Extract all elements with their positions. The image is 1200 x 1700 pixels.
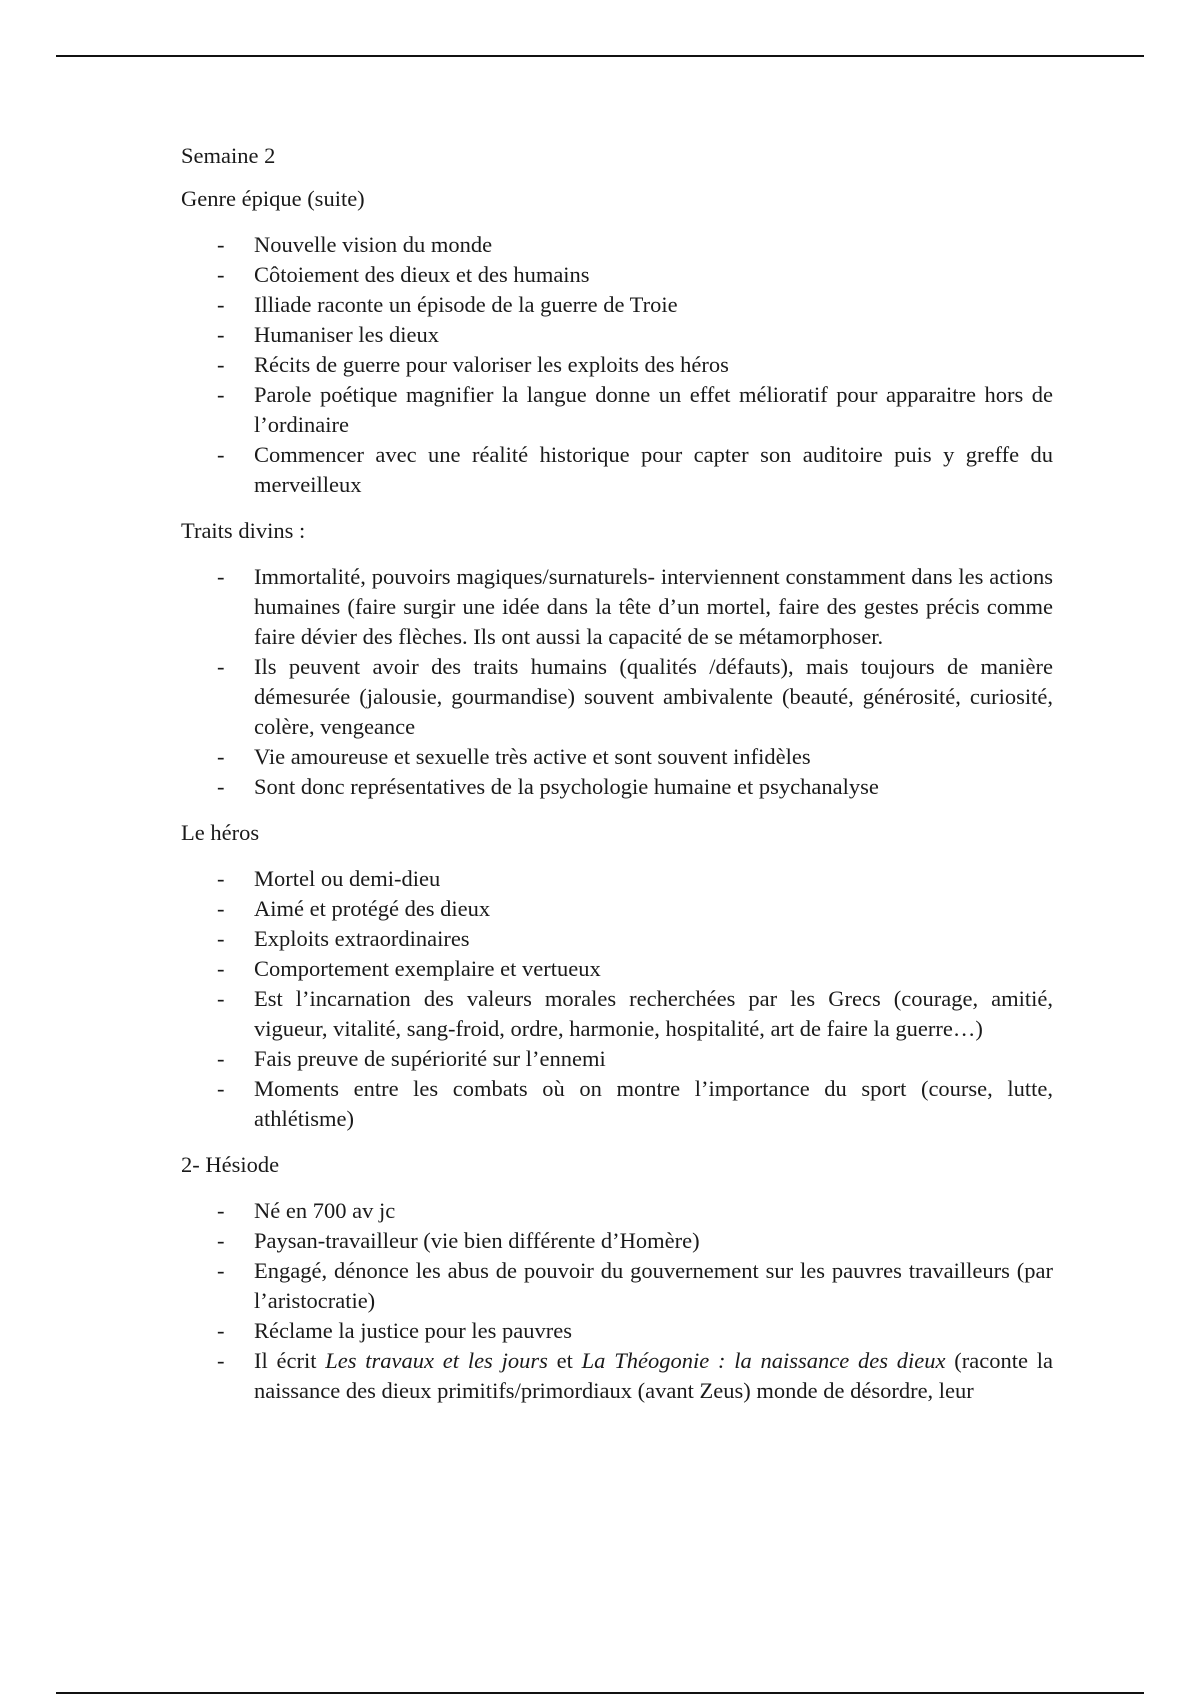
section-heading-traits-divins: Traits divins : bbox=[181, 518, 306, 543]
list-item bbox=[181, 1346, 1053, 1406]
list-item: - Aimé et protégé des dieux bbox=[181, 894, 1053, 924]
list-item: - Engagé, dénonce les abus de pouvoir du gouvernement sur les pauvres travailleurs (par l’aristocratie) bbox=[181, 1256, 1053, 1316]
section-heading-hesiode: 2- Hésiode bbox=[181, 1152, 280, 1177]
list-item: - Sont donc représentatives de la psychologie humaine et psychanalyse bbox=[181, 772, 1053, 802]
work-title: La Théogonie : la naissance des dieux bbox=[581, 1348, 946, 1373]
list-item: - Paysan-travailleur (vie bien différente d’Homère) bbox=[181, 1226, 1053, 1256]
list-item: - Est l’incarnation des valeurs morales recherchées par les Grecs (courage, amitié, vigueur, vitalité, sang-froid, ordre, harmonie, hospitalité, art de faire la guerre…) bbox=[181, 984, 1053, 1044]
list-item: - Fais preuve de supériorité sur l’ennemi bbox=[181, 1044, 1053, 1074]
list-item: - Côtoiement des dieux et des humains bbox=[181, 260, 1053, 290]
page-title: Semaine 2 bbox=[181, 143, 276, 168]
item-text: (raconte la naissance des dieux primitifs/primordiaux (avant Zeus) monde de désordre, leur bbox=[254, 1348, 1054, 1403]
list-item: - Nouvelle vision du monde bbox=[181, 230, 1053, 260]
list-item: - Réclame la justice pour les pauvres bbox=[181, 1316, 1053, 1346]
bottom-rule bbox=[56, 1692, 1144, 1694]
list-item: - Exploits extraordinaires bbox=[181, 924, 1053, 954]
section-heading-genre-epique: Genre épique (suite) bbox=[181, 186, 365, 211]
list-item: - Né en 700 av jc bbox=[181, 1196, 1053, 1226]
list-item: - Vie amoureuse et sexuelle très active et sont souvent infidèles bbox=[181, 742, 1053, 772]
list-item: - Ils peuvent avoir des traits humains (qualités /défauts), mais toujours de manière démesurée (jalousie, gourmandise) souvent ambivalente (beauté, générosité, curiosité, colère, vengeance bbox=[181, 652, 1053, 742]
list-le-heros bbox=[181, 864, 1053, 1134]
list-item: - Récits de guerre pour valoriser les exploits des héros bbox=[181, 350, 1053, 380]
list-item: - Parole poétique magnifier la langue donne un effet mélioratif pour apparaitre hors de l’ordinaire bbox=[181, 380, 1053, 440]
list-item: - Comportement exemplaire et vertueux bbox=[181, 954, 1053, 984]
list-item: - Mortel ou demi-dieu bbox=[181, 864, 1053, 894]
list-hesiode bbox=[181, 1196, 1053, 1406]
document-body bbox=[181, 141, 1053, 1422]
section-heading-le-heros: Le héros bbox=[181, 820, 260, 845]
item-text: et bbox=[547, 1348, 582, 1373]
work-title: Les travaux et les jours bbox=[325, 1348, 548, 1373]
list-item: - Immortalité, pouvoirs magiques/surnaturels- interviennent constamment dans les actions humaines (faire surgir une idée dans la tête d’un mortel, faire des gestes précis comme faire dévier des flèches. Ils ont aussi la capacité de se métamorphoser. bbox=[181, 562, 1053, 652]
list-item: - Humaniser les dieux bbox=[181, 320, 1053, 350]
top-rule bbox=[56, 55, 1144, 57]
list-item: - Commencer avec une réalité historique pour capter son auditoire puis y greffe du merveilleux bbox=[181, 440, 1053, 500]
list-item: - Moments entre les combats où on montre l’importance du sport (course, lutte, athlétisme) bbox=[181, 1074, 1053, 1134]
list-genre-epique bbox=[181, 230, 1053, 500]
item-text: Il écrit bbox=[254, 1348, 326, 1373]
list-item: - Illiade raconte un épisode de la guerre de Troie bbox=[181, 290, 1053, 320]
list-traits-divins bbox=[181, 562, 1053, 802]
